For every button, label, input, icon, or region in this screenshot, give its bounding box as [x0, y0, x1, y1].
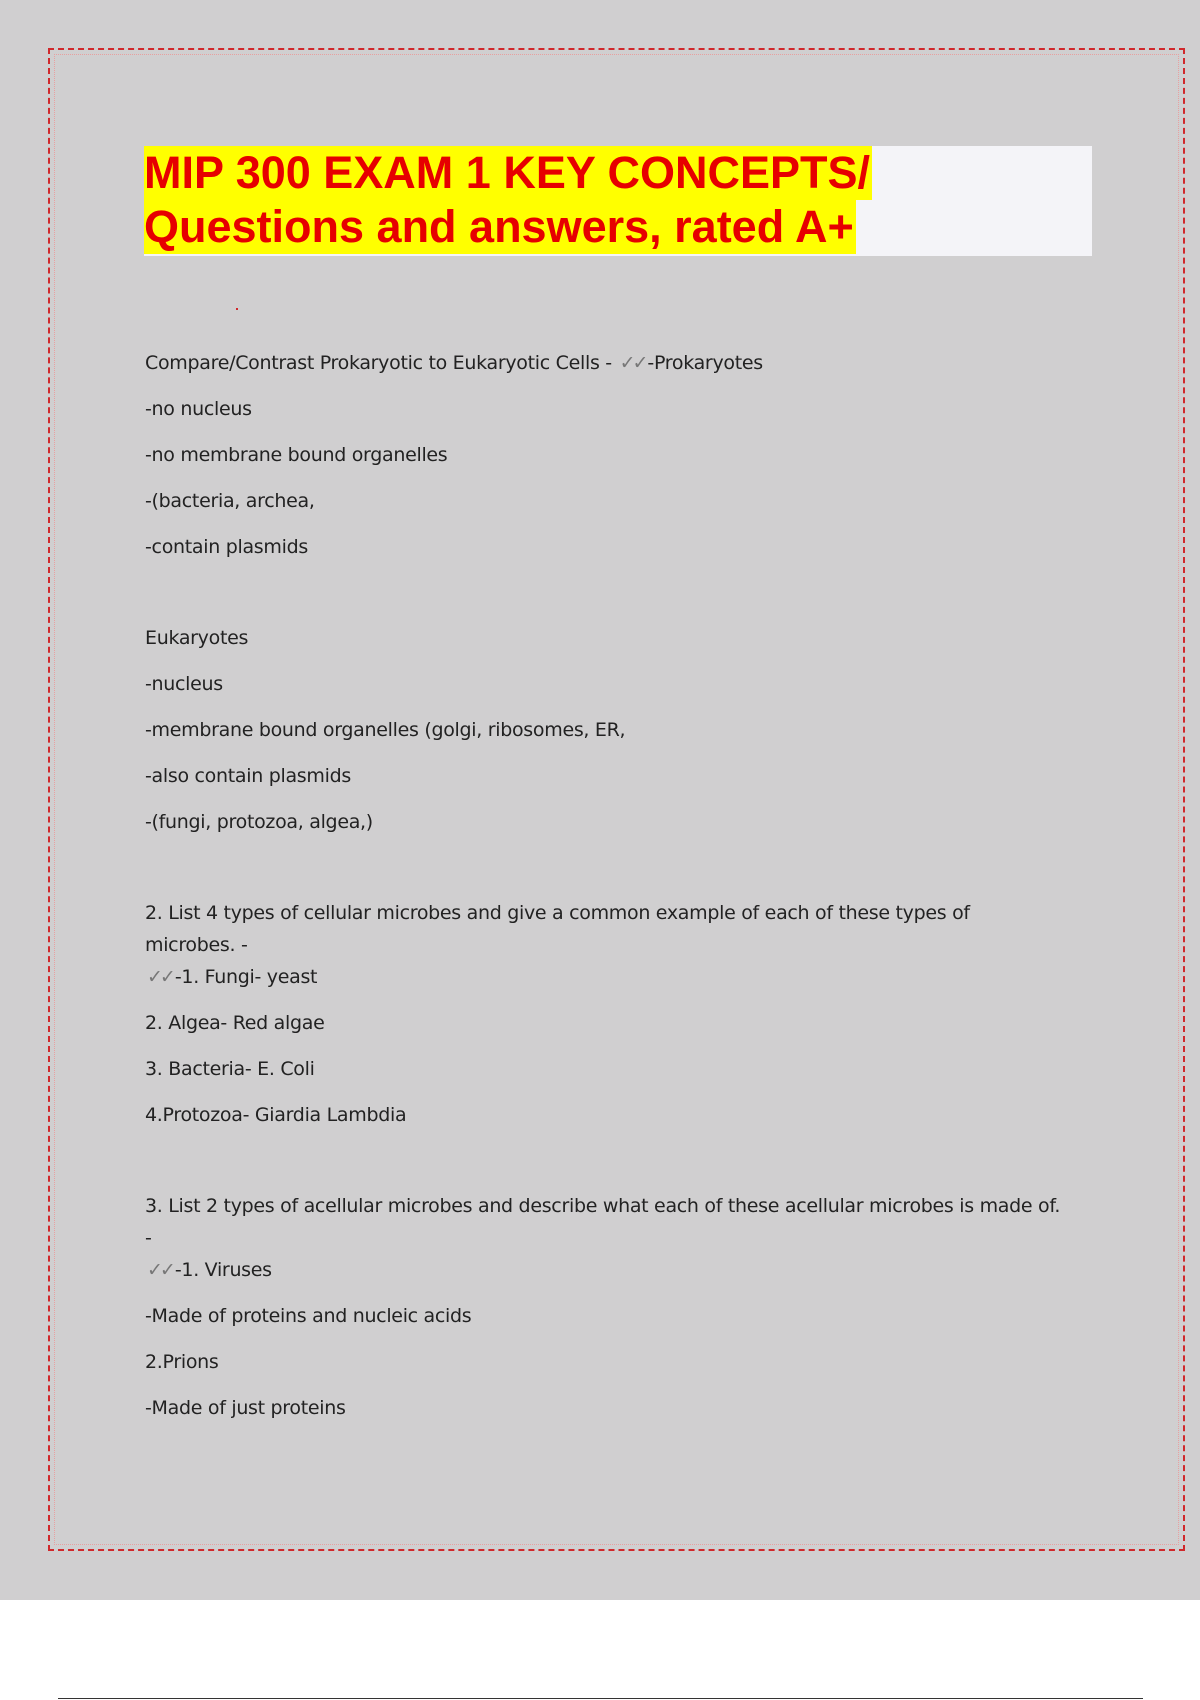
list-item: -(bacteria, archea,	[145, 490, 315, 512]
q1-question-line	[145, 340, 1065, 386]
list-item: 2. Algea- Red algae	[145, 1012, 325, 1034]
q3-answer-start: -1. Viruses	[174, 1259, 272, 1281]
list-item: -(fungi, protozoa, algea,)	[145, 811, 373, 833]
list-item: -no nucleus	[145, 398, 252, 420]
q3-question-block	[145, 1183, 1065, 1293]
q1-question: Compare/Contrast Prokaryotic to Eukaryotic Cells -	[145, 352, 618, 374]
footer-rule	[58, 1698, 1143, 1699]
q2-answer-start: -1. Fungi- yeast	[174, 966, 318, 988]
title-block	[144, 146, 1092, 256]
list-item: -Made of proteins and nucleic acids	[145, 1305, 472, 1327]
double-check-icon: ✓✓	[147, 966, 173, 988]
stray-mark	[236, 308, 238, 310]
q3-question: 3. List 2 types of acellular microbes and describe what each of these acellular microbes is made of. -	[145, 1195, 1061, 1249]
spacer	[145, 1138, 1065, 1183]
list-item: 2.Prions	[145, 1351, 219, 1373]
list-item: -also contain plasmids	[145, 765, 351, 787]
list-item: -membrane bound organelles (golgi, ribosomes, ER,	[145, 719, 626, 741]
list-item: -contain plasmids	[145, 536, 308, 558]
spacer	[145, 570, 1065, 615]
title-line-2: Questions and answers, rated A+	[144, 201, 854, 252]
list-item: -nucleus	[145, 673, 223, 695]
spacer	[145, 845, 1065, 890]
q2-question: 2. List 4 types of cellular microbes and give a common example of each of these types of microbes. -	[145, 902, 970, 956]
document-content	[145, 340, 1065, 1431]
list-item: 3. Bacteria- E. Coli	[145, 1058, 315, 1080]
q1-answer-start: -Prokaryotes	[647, 352, 763, 374]
list-item: 4.Protozoa- Giardia Lambdia	[145, 1104, 407, 1126]
q2-question-block	[145, 890, 1065, 1000]
list-item: -Made of just proteins	[145, 1397, 346, 1419]
double-check-icon: ✓✓	[619, 352, 646, 374]
double-check-icon: ✓✓	[147, 1259, 173, 1281]
title-line-1: MIP 300 EXAM 1 KEY CONCEPTS/	[144, 147, 871, 198]
eukaryote-heading: Eukaryotes	[145, 627, 249, 649]
list-item: -no membrane bound organelles	[145, 444, 448, 466]
